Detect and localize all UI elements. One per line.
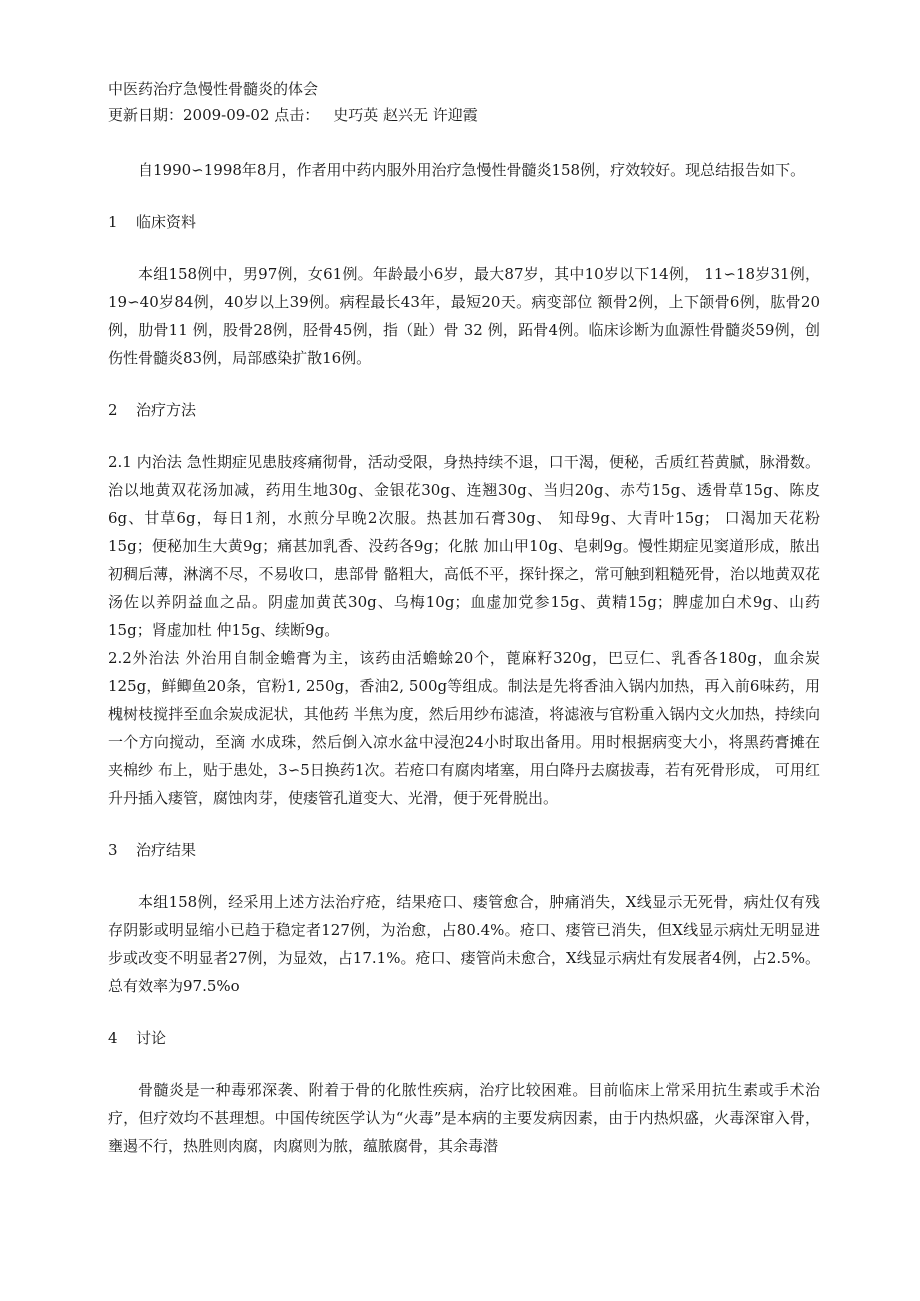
update-date-label: 更新日期：2009-09-02 点击： bbox=[108, 106, 320, 124]
results-paragraph: 本组158例，经采用上述方法治疗疮，结果疮口、瘘管愈合，肿痛消失，X线显示无死骨，病灶仅有残存阴影或明显缩小已趋于稳定者127例，为治愈，占80.4%。疮口、瘘管已消失，但X线显示病灶无明显进步或改变不明显者27例，为显效，占17.1%。疮口、瘘管尚未愈合，X线显示病灶有发展者4例，占2.5%。总有效率为97.5%o bbox=[108, 893, 820, 995]
section-heading-4 bbox=[108, 1024, 820, 1052]
document-page bbox=[108, 76, 820, 1160]
section-title: 讨论 bbox=[136, 1029, 167, 1047]
internal-treatment-paragraph: 2.1 内治法 急性期症见患肢疼痛彻骨，活动受限，身热持续不退，口干渴，便秘，舌质红苔黄腻，脉滑数。治以地黄双花汤加减，药用生地30g、金银花30g、连翘30g、当归20g、赤芍15g、透骨草15g、陈皮6g、甘草6g，每日1剂，水煎分早晚2次服。热甚加石膏30g、 知母9g、大青叶15g； 口渴加天花粉15g；便秘加生大黄9g；痛甚加乳香、没药各9g；化脓 加山甲10g、皂刺9g。慢性期症见窦道形成，脓出初稠后薄，淋漓不尽，不易收口，患部骨 骼粗大，高低不平，探针探之，常可触到粗糙死骨，治以地黄双花汤佐以养阴益血之品。阴虚加黄芪30g、乌梅10g；血虚加党参15g、黄精15g；脾虚加白术9g、山药15g；肾虚加杜 仲15g、续断9g。 bbox=[108, 453, 820, 639]
section-number: 2 bbox=[108, 401, 118, 419]
section-number: 4 bbox=[108, 1029, 118, 1047]
section-title: 治疗方法 bbox=[136, 401, 197, 419]
section-heading-3 bbox=[108, 836, 820, 864]
article-title: 中医药治疗急慢性骨髓炎的体会 bbox=[108, 80, 319, 98]
section-title: 治疗结果 bbox=[136, 841, 197, 859]
section-title: 临床资料 bbox=[136, 213, 197, 231]
clinical-data-paragraph: 本组158例中，男97例，女61例。年龄最小6岁，最大87岁，其中10岁以下14例， 11∽18岁31例，19∽40岁84例，40岁以上39例。病程最长43年，最短20天。病变部位 额骨2例，上下颌骨6例，肱骨20例，肋骨11 例，股骨28例，胫骨45例，指（趾）骨 32 例，跖骨4例。临床诊断为血源性骨髓炎59例，创伤性骨髓炎83例，局部感染扩散16例。 bbox=[108, 265, 820, 367]
section-heading-1 bbox=[108, 208, 820, 236]
section-number: 1 bbox=[108, 213, 118, 231]
section-heading-2 bbox=[108, 396, 820, 424]
discussion-paragraph: 骨髓炎是一种毒邪深袭、附着于骨的化脓性疾病，治疗比较困难。目前临床上常采用抗生素或手术治疗，但疗效均不甚理想。中国传统医学认为“火毒”是本病的主要发病因素，由于内热炽盛，火毒深窜入骨，壅遏不行，热胜则肉腐，肉腐则为脓，蕴脓腐骨，其余毒潜 bbox=[108, 1081, 820, 1155]
external-treatment-paragraph: 2.2外治法 外治用自制金蟾膏为主，该药由活蟾蜍20个，蓖麻籽320g，巴豆仁、乳香各180g，血余炭125g，鲜鲫鱼20条，官粉1, 250g，香油2, 500g等组成。制法是先将香油入锅内加热，再入前6味药，用槐树枝搅拌至血余炭成泥状，其他药 半焦为度，然后用纱布滤渣，将滤液与官粉重入锅内文火加热，持续向一个方向搅动，至滴 水成珠，然后倒入凉水盆中浸泡24小时取出备用。用时根据病变大小，将黑药膏摊在夹棉纱 布上，贴于患处，3∽5日换药1次。若疮口有腐肉堵塞，用白降丹去腐拔毒，若有死骨形成， 可用红升丹插入瘘管，腐蚀肉芽，使瘘管孔道变大、光滑，便于死骨脱出。 bbox=[108, 649, 820, 807]
intro-paragraph: 自1990∽1998年8月，作者用中药内服外用治疗急慢性骨髓炎158例，疗效较好。现总结报告如下。 bbox=[138, 161, 806, 179]
author-list: 史巧英 赵兴无 许迎霞 bbox=[333, 106, 478, 124]
article-meta bbox=[108, 102, 820, 128]
section-number: 3 bbox=[108, 841, 118, 859]
